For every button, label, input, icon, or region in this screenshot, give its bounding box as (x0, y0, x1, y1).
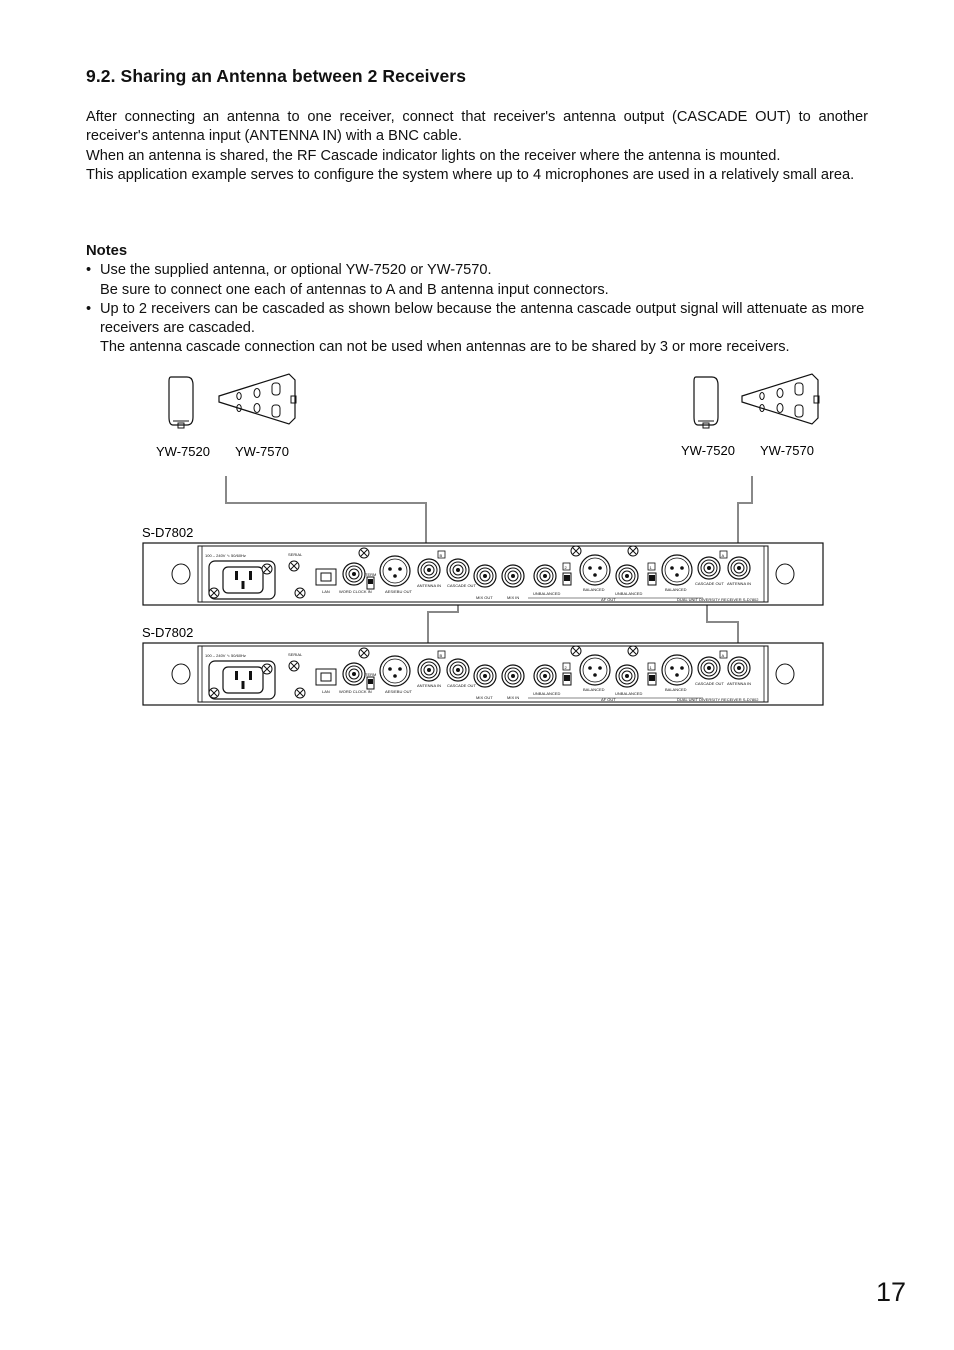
notes-section (86, 242, 876, 358)
unbalanced-label: UNBALANCED (615, 591, 643, 596)
page-number: 17 (876, 1277, 907, 1307)
serial-label: SERIAL (288, 652, 303, 657)
note-line: Be sure to connect one each of antennas to A and B antenna input connectors. (100, 281, 609, 298)
note-line: Up to 2 receivers can be cascaded as shown below because the antenna cascade output signal will attenuate as more receivers are cascaded. (100, 300, 865, 337)
unbalanced-label: UNBALANCED (533, 591, 561, 596)
antenna-label: YW-7520 (681, 443, 735, 458)
section-heading: 9.2. Sharing an Antenna between 2 Receivers (86, 66, 467, 86)
balanced-label: BALANCED (665, 587, 687, 592)
cascade-out-label: CASCADE OUT (695, 681, 724, 686)
cascade-out-label: CASCADE OUT (447, 683, 476, 688)
yw7520-antenna-icon (694, 377, 718, 428)
unbalanced-label: UNBALANCED (533, 691, 561, 696)
balanced-label: BALANCED (665, 687, 687, 692)
a-mark: B (439, 653, 443, 658)
bullet-icon: • (86, 262, 92, 279)
mix-in-label: MIX IN (507, 595, 520, 600)
antenna-label: YW-7570 (235, 444, 289, 459)
yw7570-antenna-icon (742, 374, 819, 424)
mix-out-label: MIX OUT (476, 695, 493, 700)
term-label: TERM (365, 572, 377, 577)
balanced-label: BALANCED (583, 587, 605, 592)
intro-paragraph-2: When an antenna is shared, the RF Cascade indicator lights on the receiver where the antenna is mounted. (86, 147, 781, 164)
intro-paragraph-1: After connecting an antenna to one receiver, connect that receiver's antenna output (CASCADE OUT) to another receiver's antenna input (ANTENNA IN) with a BNC cable. (86, 109, 868, 145)
receiver-label: S-D7802 (142, 625, 194, 640)
word-clock-label: WORD CLOCK IN (339, 589, 372, 594)
intro-paragraph-3: This application example serves to configure the system where up to 4 microphones are used in a relatively small area. (86, 166, 855, 183)
notes-title: Notes (86, 243, 128, 259)
balanced-label: BALANCED (583, 687, 605, 692)
aes-out-label: AES/EBU OUT (385, 589, 412, 594)
receiver-unit-bottom (143, 643, 823, 705)
word-clock-label: WORD CLOCK IN (339, 689, 372, 694)
connection-diagram (0, 360, 954, 720)
mix-out-label: MIX OUT (476, 595, 493, 600)
lan-label: LAN (322, 689, 330, 694)
a-mark: A (721, 553, 725, 558)
antenna-in-label: ANTENNA IN (727, 681, 752, 686)
yw7520-antenna-icon (169, 377, 193, 428)
ch-mark: 2 (564, 565, 567, 570)
power-label: 100 – 240V ∿ 50/60Hz (205, 653, 246, 658)
a-mark: A (721, 653, 725, 658)
ch-mark: 1 (649, 565, 652, 570)
antenna-in-label: ANTENNA IN (417, 583, 442, 588)
note-line: Use the supplied antenna, or optional YW-7520 or YW-7570. (100, 262, 492, 279)
term-label: TERM (365, 672, 377, 677)
antenna-in-label: ANTENNA IN (417, 683, 442, 688)
cascade-out-label: CASCADE OUT (447, 583, 476, 588)
unbalanced-label: UNBALANCED (615, 691, 643, 696)
antenna-label: YW-7570 (760, 443, 814, 458)
receiver-label: S-D7802 (142, 525, 194, 540)
af-out-label: AF OUT (601, 697, 616, 702)
aes-out-label: AES/EBU OUT (385, 689, 412, 694)
note-item (86, 300, 876, 358)
note-line: The antenna cascade connection can not be used when antennas are to be shared by 3 or more receivers. (100, 339, 790, 356)
yw7570-antenna-icon (219, 374, 296, 424)
cascade-out-label: CASCADE OUT (695, 581, 724, 586)
receiver-unit-top (143, 543, 823, 605)
bullet-icon: • (86, 300, 92, 317)
intro-text (86, 108, 868, 185)
mix-in-label: MIX IN (507, 695, 520, 700)
power-label: 100 – 240V ∿ 50/60Hz (205, 553, 246, 558)
model-label: DUAL UNIT DIVERSITY RECEIVER S-D7802 (677, 697, 759, 702)
ch-mark: 2 (564, 665, 567, 670)
af-out-label: AF OUT (601, 597, 616, 602)
ch-mark: 1 (649, 665, 652, 670)
antenna-label: YW-7520 (156, 444, 210, 459)
lan-label: LAN (322, 589, 330, 594)
model-label: DUAL UNIT DIVERSITY RECEIVER S-D7802 (677, 597, 759, 602)
note-item (86, 261, 876, 300)
a-mark: B (439, 553, 443, 558)
serial-label: SERIAL (288, 552, 303, 557)
antenna-in-label: ANTENNA IN (727, 581, 752, 586)
